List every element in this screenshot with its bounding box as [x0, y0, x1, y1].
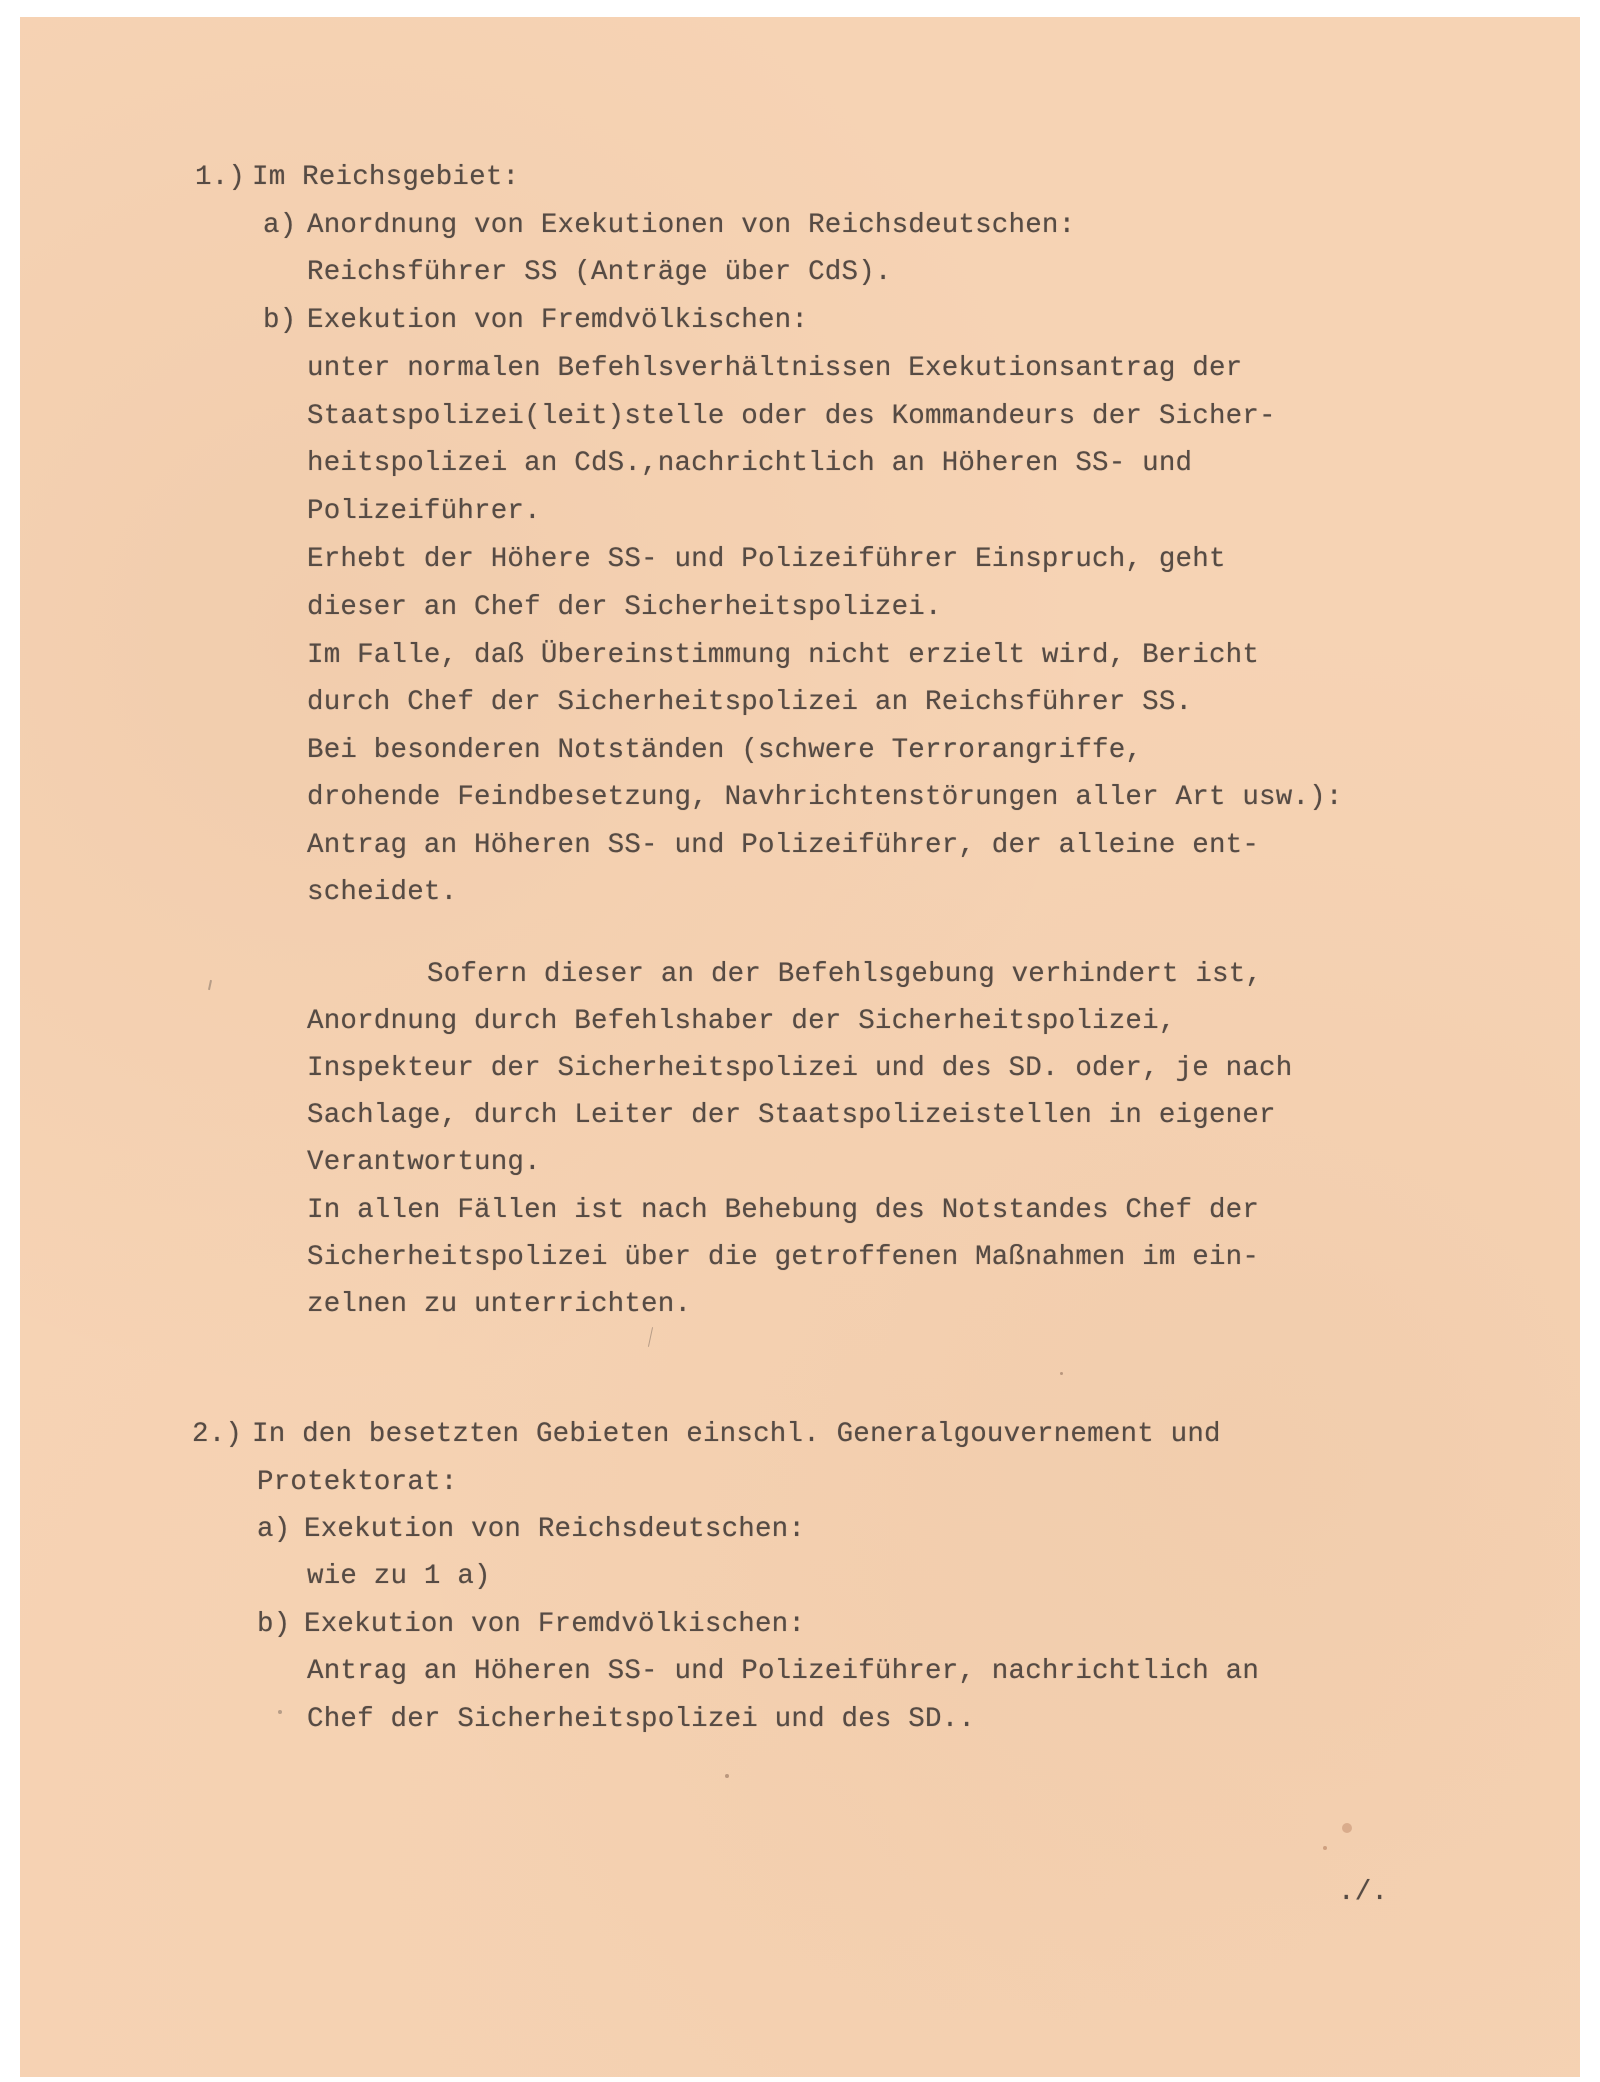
- text-line: Inspekteur der Sicherheitspolizei und des SD. oder, je nach: [307, 1053, 1293, 1084]
- paper-speck: [1342, 1823, 1352, 1833]
- continuation-mark: ./.: [1338, 1877, 1389, 1908]
- stray-mark: [648, 1327, 653, 1347]
- text-line: Anordnung durch Befehlshaber der Sicherheitspolizei,: [307, 1006, 1176, 1037]
- text-line: Antrag an Höheren SS- und Polizeiführer, nachrichtlich an: [307, 1656, 1260, 1687]
- text-line: drohende Feindbesetzung, Navhrichtenstörungen aller Art usw.):: [307, 782, 1343, 813]
- text-line: scheidet.: [307, 877, 458, 908]
- item-label: a): [257, 1514, 291, 1545]
- text-line: Verantwortung.: [307, 1147, 541, 1178]
- item-label: b): [263, 305, 297, 336]
- text-line: Staatspolizei(leit)stelle oder des Kommandeurs der Sicher-: [307, 401, 1276, 432]
- text-line: zelnen zu unterrichten.: [307, 1289, 692, 1320]
- item-title: Anordnung von Exekutionen von Reichsdeutschen:: [307, 210, 1076, 241]
- text-line: Sachlage, durch Leiter der Staatspolizeistellen in eigener: [307, 1100, 1276, 1131]
- text-line: Antrag an Höheren SS- und Polizeiführer, der alleine ent-: [307, 830, 1260, 861]
- text-line: Chef der Sicherheitspolizei und des SD..: [307, 1704, 976, 1735]
- section-heading: In den besetzten Gebieten einschl. Generalgouvernement und: [252, 1419, 1221, 1450]
- text-line: Sicherheitspolizei über die getroffenen Maßnahmen im ein-: [307, 1242, 1260, 1273]
- paper-speck: [1060, 1372, 1063, 1375]
- paper-speck: [1323, 1846, 1327, 1850]
- item-label: b): [257, 1609, 291, 1640]
- paper-speck: [725, 1774, 729, 1778]
- text-line: In allen Fällen ist nach Behebung des Notstandes Chef der: [307, 1195, 1260, 1226]
- text-line: heitspolizei an CdS.,nachrichtlich an Höheren SS- und: [307, 448, 1193, 479]
- typewritten-page: [20, 17, 1580, 2077]
- item-label: a): [263, 210, 297, 241]
- text-line: Polizeiführer.: [307, 496, 541, 527]
- section-number: 1.): [195, 162, 246, 193]
- section-number: 2.): [192, 1419, 243, 1450]
- text-line: unter normalen Befehlsverhältnissen Exekutionsantrag der: [307, 353, 1243, 384]
- item-title: Exekution von Fremdvölkischen:: [304, 1609, 806, 1640]
- stray-mark: [278, 1710, 282, 1714]
- stray-mark: [208, 980, 212, 990]
- text-line: Reichsführer SS (Anträge über CdS).: [307, 257, 892, 288]
- text-line: dieser an Chef der Sicherheitspolizei.: [307, 592, 942, 623]
- text-line-indented: Sofern dieser an der Befehlsgebung verhindert ist,: [427, 959, 1263, 990]
- item-title: Exekution von Reichsdeutschen:: [304, 1514, 806, 1545]
- item-title: Exekution von Fremdvölkischen:: [307, 305, 809, 336]
- text-line: Bei besonderen Notständen (schwere Terrorangriffe,: [307, 735, 1143, 766]
- text-line: wie zu 1 a): [307, 1561, 491, 1592]
- text-line: durch Chef der Sicherheitspolizei an Reichsführer SS.: [307, 687, 1193, 718]
- text-line: Erhebt der Höhere SS- und Polizeiführer Einspruch, geht: [307, 544, 1226, 575]
- section-heading: Im Reichsgebiet:: [252, 162, 520, 193]
- text-line: Im Falle, daß Übereinstimmung nicht erzielt wird, Bericht: [307, 640, 1260, 671]
- section-heading-cont: Protektorat:: [257, 1467, 458, 1498]
